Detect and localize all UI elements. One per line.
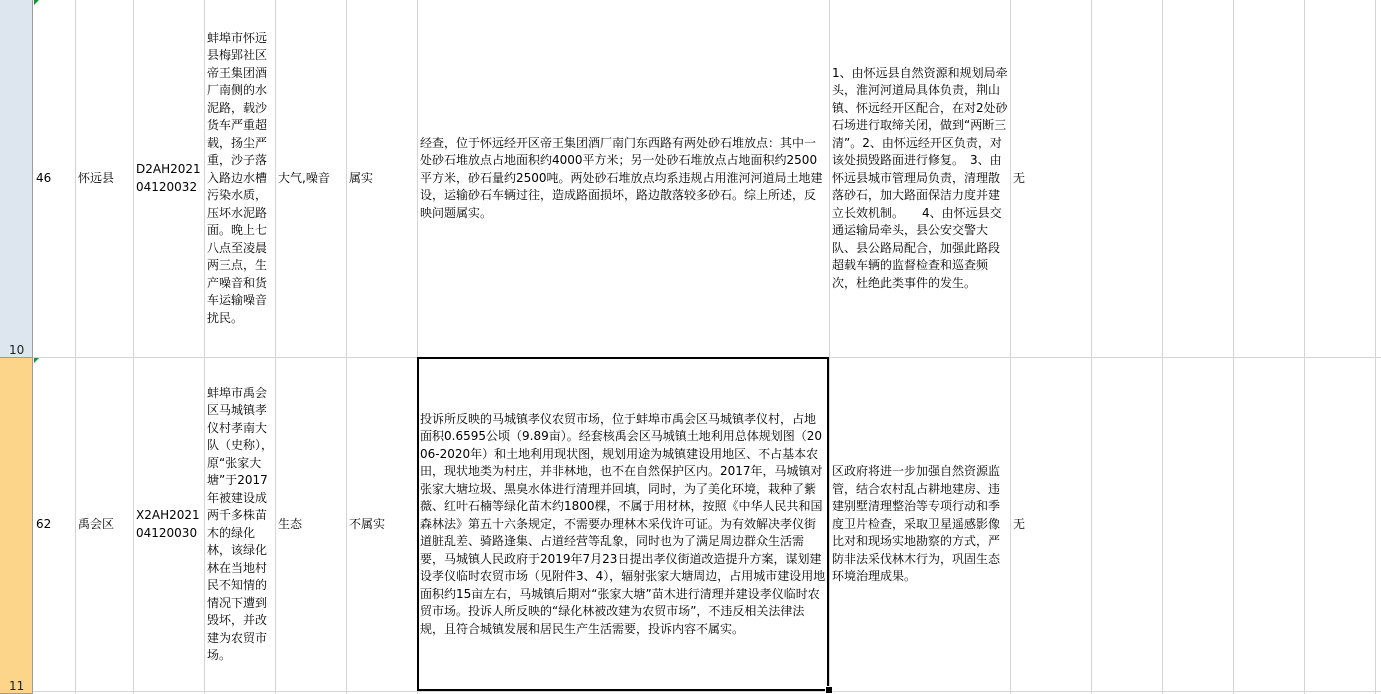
cell-handling[interactable]: 区政府将进一步加强自然资源监管，结合农村乱占耕地建房、违建别墅清理整治等专项行动和季度卫片检查，采取卫星遥感影像比对和现场实地勘察的方式，严防非法采伐林木行为，巩固生态环境治理成果。 <box>832 464 1001 584</box>
cell-seq[interactable]: 62 <box>36 516 52 531</box>
cell-investigation[interactable]: 投诉所反映的马城镇孝仪农贸市场，位于蚌埠市禹会区马城镇孝仪村，占地面积0.6595公顷（9.89亩）。经套核禹会区马城镇土地利用总体规划图（2006-2020年）和土地利用现状图，规划用途为城镇建设用地区、不占基本农田，现状地类为村庄，并非林地，也不在自然保护区内。2017年，马城镇对张家大塘垃圾、黑臭水体进行清理并回填，同时，为了美化环境，栽种了紫薇、红叶石楠等绿化苗木约1800棵，不属于用材林，按照《中华人民共和国森林法》第五十六条规定，不需要办理林木采伐许可证。为有效解决孝仪街道脏乱差、骑路逢集、占道经营等乱象，同时也为了满足周边群众生活需要，马城镇人民政府于2019年7月23日提出孝仪街道改造提升方案，谋划建设孝仪临时农贸市场（见附件3、4），辐射张家大塘周边，占用城市建设用地面积约15亩左右，马城镇后期对“张家大塘”苗木进行清理并建设孝仪临时农贸市场。投诉人所反映的“绿化林被改建为农贸市场”，不违反相关法律法规，且符合城镇发展和居民生产生活需要，投诉内容不属实。 <box>420 411 826 636</box>
cell-county[interactable]: 禹会区 <box>78 516 115 531</box>
row-number: 11 <box>9 679 25 693</box>
row-number: 10 <box>9 343 25 357</box>
cell-investigation[interactable]: 经查，位于怀远经开区帝王集团酒厂南门东西路有两处砂石堆放点：其中一处砂石堆放点占地面积约4000平方米；另一处砂石堆放点占地面积约2500平方米，砂石量约2500吨。两处砂石堆放点均系违规占用淮河河道局土地建设，运输砂石车辆过往，造成路面损坏，路边散落较多砂石。综上所述，反映问题属实。 <box>420 135 823 220</box>
cell-error-indicator <box>34 358 39 363</box>
cell-verdict[interactable]: 不属实 <box>349 516 386 531</box>
cell-case-code[interactable]: D2AH202104120032 <box>136 162 201 194</box>
cell-complaint[interactable]: 蚌埠市禹会区马城镇孝仪村孝南大队（史称），原“张家大塘”于2017年被建设成两千多株苗木的绿化林，该绿化林在当地村民不知情的情况下遭到毁坏，并改建为农贸市场。 <box>207 385 274 662</box>
cell-handling[interactable]: 1、由怀远县自然资源和规划局牵头，淮河河道局具体负责，荆山镇、怀远经开区配合，在对2处砂石场进行取缔关闭，做到“两断三清”。2、由怀远经开区负责，对该处损毁路面进行修复。 3、由怀远县城市管理局负责，清理散落砂石，加大路面保洁力度并建立长效机制。 4、由怀远县交通运输局牵头，县公安交警大队、县公路局配合，加强此路段超载车辆的监督检查和巡查频次，杜绝此类事件的发生。 <box>832 65 1008 290</box>
row-header-10[interactable] <box>0 0 33 358</box>
cell-accountability[interactable]: 无 <box>1013 170 1026 185</box>
cell-county[interactable]: 怀远县 <box>78 170 115 185</box>
cell-case-code[interactable]: X2AH202104120030 <box>136 508 200 540</box>
cell-seq[interactable]: 46 <box>36 170 52 185</box>
cell-verdict[interactable]: 属实 <box>349 170 374 185</box>
cell-pollution-type[interactable]: 生态 <box>278 516 303 531</box>
cell-complaint[interactable]: 蚌埠市怀远县梅郢社区帝王集团酒厂南侧的水泥路，载沙货车严重超载，扬尘严重，沙子落入路边水槽污染水质，压坏水泥路面。晚上七八点至凌晨两三点，生产噪音和货车运输噪音扰民。 <box>207 30 268 325</box>
cell-pollution-type[interactable]: 大气,噪音 <box>278 170 330 185</box>
cell-error-indicator <box>34 0 39 5</box>
fill-handle[interactable] <box>825 686 833 694</box>
cell-accountability[interactable]: 无 <box>1013 516 1026 531</box>
row-header-11[interactable] <box>0 358 33 694</box>
